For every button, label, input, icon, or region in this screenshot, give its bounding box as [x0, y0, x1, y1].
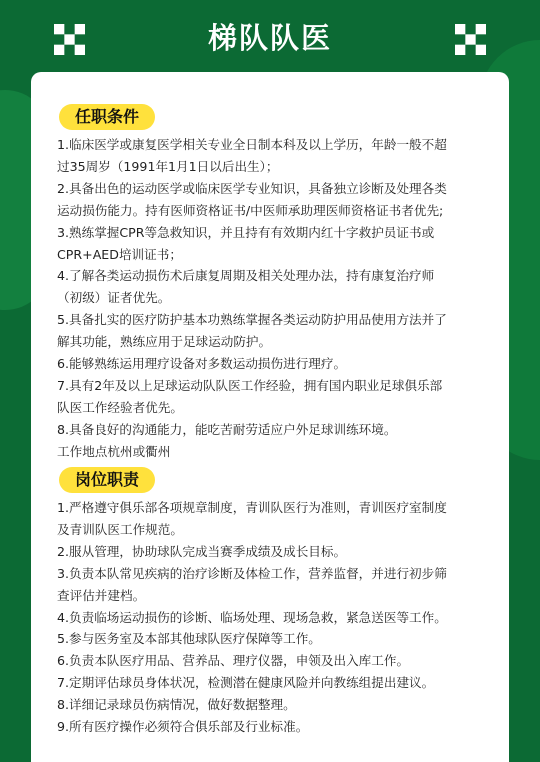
list-item: 队医工作经验者优先。	[57, 399, 183, 415]
list-item: 7.具有2年及以上足球运动队队医工作经验，拥有国内职业足球俱乐部	[57, 377, 443, 393]
checker-icon	[455, 24, 486, 55]
list-item: 6.能够熟练运用理疗设备对多数运动损伤进行理疗。	[57, 356, 347, 372]
duties-list	[57, 497, 499, 738]
list-item: 6.负责本队医疗用品、营养品、理疗仪器，申领及出入库工作。	[57, 653, 410, 669]
requirements-list	[57, 134, 499, 463]
list-item: 运动损伤能力。持有医师资格证书/中医师承助理医师资格证书者优先;	[57, 202, 444, 218]
list-item: 查评估并建档。	[57, 587, 146, 603]
work-location: 工作地点杭州或衢州	[57, 443, 171, 459]
list-item: 3.负责本队常见疾病的治疗诊断及体检工作，营养监督，并进行初步筛	[57, 565, 447, 581]
list-item: 解其功能，熟练应用于足球运动防护。	[57, 334, 272, 350]
list-item: 7.定期评估球员身体状况，检测潜在健康风险并向教练组提出建议。	[57, 675, 435, 691]
list-item: 1.严格遵守俱乐部各项规章制度，青训队医行为准则，青训医疗室制度	[57, 500, 447, 515]
content-card	[31, 72, 509, 762]
list-item: 9.所有医疗操作必须符合俱乐部及行业标准。	[57, 719, 309, 735]
list-item: 2.服从管理，协助球队完成当赛季成绩及成长目标。	[57, 543, 347, 559]
section-title-duties: 岗位职责	[59, 467, 155, 493]
list-item: 8.详细记录球员伤病情况，做好数据整理。	[57, 697, 296, 713]
list-item: 过35周岁（1991年1月1日以后出生）；	[57, 158, 279, 174]
list-item: 8.具备良好的沟通能力，能吃苦耐劳适应户外足球训练环境。	[57, 421, 397, 437]
section-title-requirements: 任职条件	[59, 104, 155, 130]
list-item: 3.熟练掌握CPR等急救知识，并且持有有效期内红十字救护员证书或	[57, 224, 435, 240]
list-item: 4.了解各类运动损伤术后康复周期及相关处理办法，持有康复治疗师	[57, 268, 435, 284]
header	[0, 0, 540, 78]
list-item: 及青训队医工作规范。	[57, 521, 183, 537]
list-item: 4.负责临场运动损伤的诊断、临场处理、现场急救，紧急送医等工作。	[57, 609, 447, 625]
list-item: CPR+AED培训证书；	[57, 246, 182, 262]
list-item: 1.临床医学或康复医学相关专业全日制本科及以上学历，年龄一般不超	[57, 137, 447, 152]
list-item: 5.参与医务室及本部其他球队医疗保障等工作。	[57, 631, 321, 647]
list-item: 5.具备扎实的医疗防护基本功熟练掌握各类运动防护用品使用方法并了	[57, 312, 447, 328]
page-title: 梯队队医	[207, 21, 332, 55]
list-item: 2.具备出色的运动医学或临床医学专业知识，具备独立诊断及处理各类	[57, 180, 447, 196]
list-item: （初级）证者优先。	[57, 290, 171, 306]
